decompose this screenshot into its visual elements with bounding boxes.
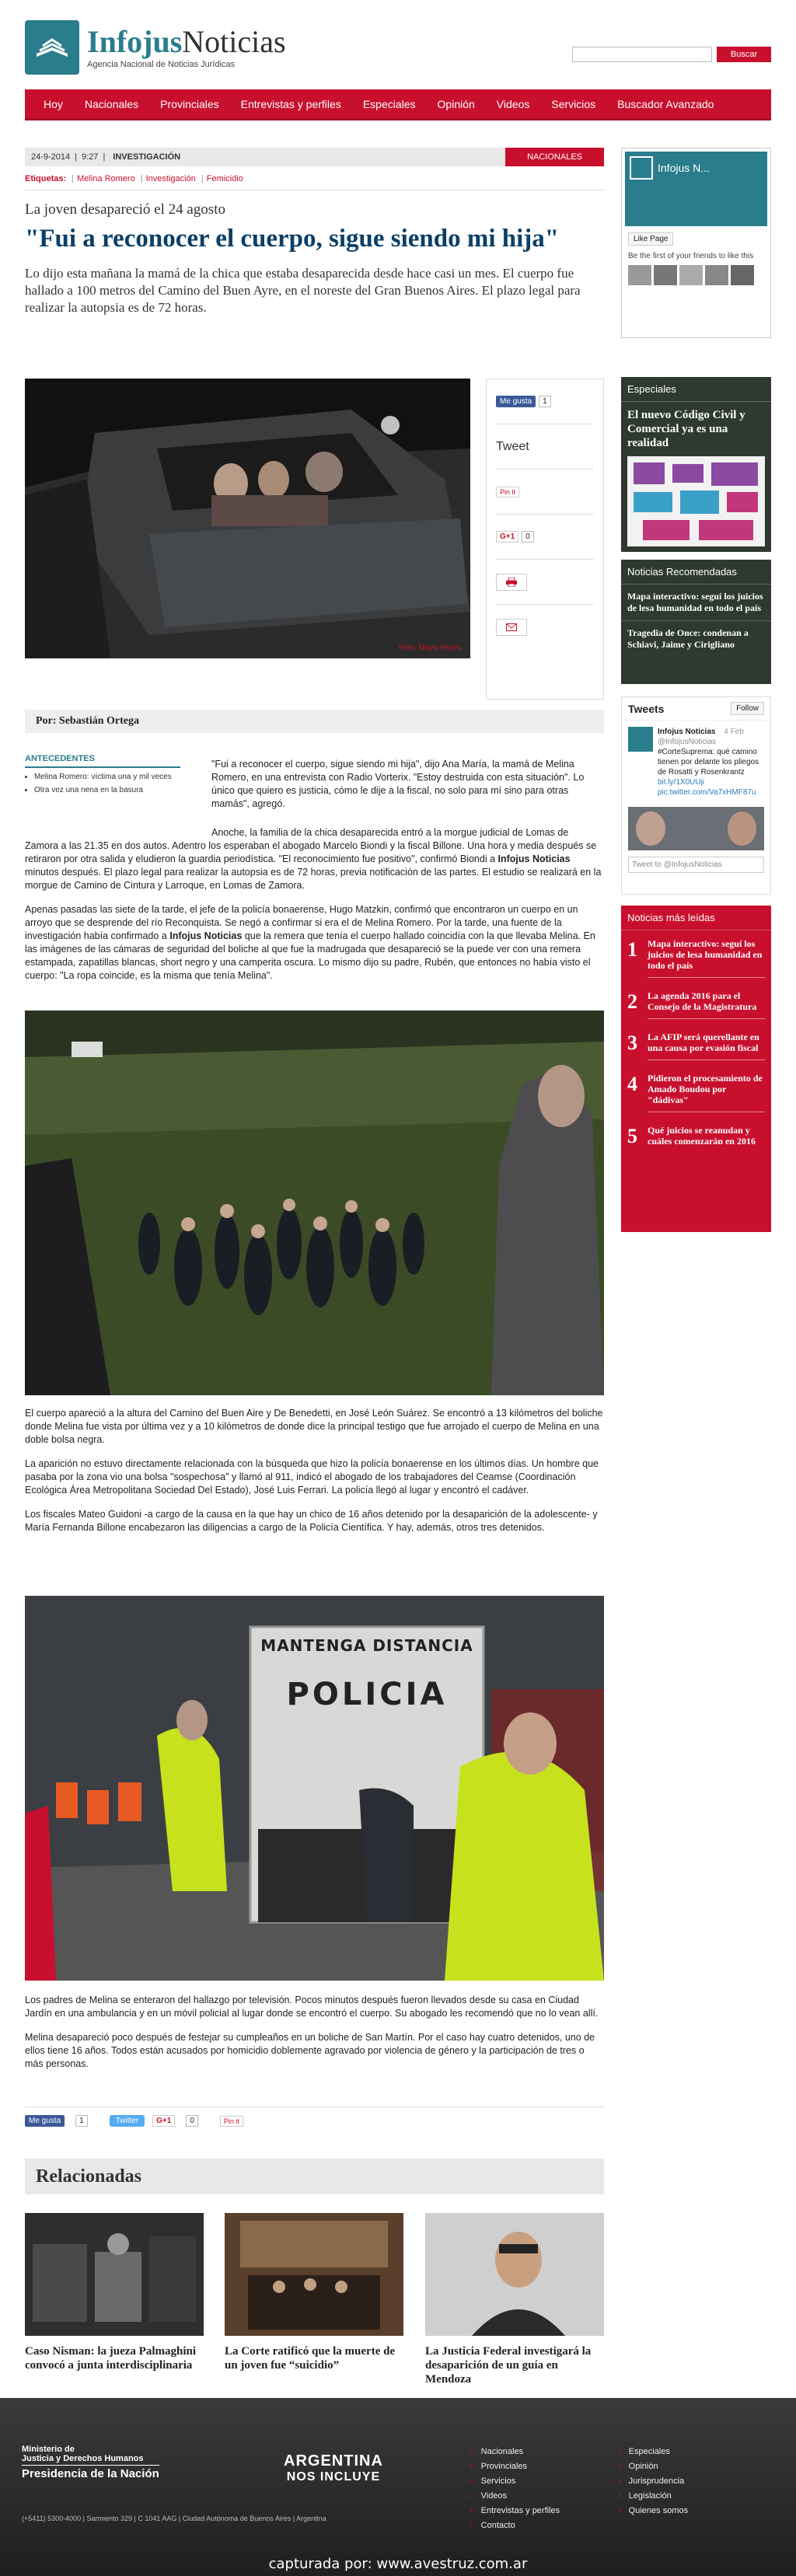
footer-link[interactable]: › Nacionales <box>470 2447 560 2456</box>
fb-like-button[interactable]: Me gusta <box>496 396 536 407</box>
paragraph: Apenas pasadas las siete de la tarde, el jefe de la policía bonaerense, Hugo Matzkin, confirmó que encontraron un cuerpo en un arroyo que se desprende del río Reconquista. Se negó a confirmar si era el de Melina Romero. Por la tarde, una fuente de la investigación había confirmado a Infojus Noticias que la remera que tenía el cuerpo hallado coincidía con la que llevaba Melina. En las imágenes de las cámaras de seguridad del boliche al que fue la madrugada que desapareció se la puede ver con una remera estampada, zapatillas blancas, short negro y una camperita oscura. Lo mismo dijo su padre, Rubén, que entonces no había visto el cuerpo: "La ropa coincide, es la misma que tenía Melina". <box>25 904 595 981</box>
gplus-count: 0 <box>522 531 534 543</box>
footer-link[interactable]: › Jurisprudencia <box>618 2477 688 2486</box>
related-item[interactable] <box>25 2213 204 2372</box>
truck-sign <box>250 1636 484 1712</box>
sidebar <box>621 148 771 1232</box>
paragraph: Anoche, la familia de la chica desaparecida entró a la morgue judicial de Lomas de Zamora a las 21.35 en dos autos. Adentro los esperaban el abogado Marcelo Biondi y la fiscal Billone. Una hora y media después se retiraron por otra salida y eludieron la guardia periodística. "El reconocimiento fue positivo", confirmó Biondi a Infojus Noticias minutos después. El plazo legal para realizar la autopsia es de 72 horas, previa notificación de las partes. El estudio se realizará en la morgue de Camino de Cintura y Larroque, en Lomas de Zamora. <box>25 827 602 891</box>
article-lead: Lo dijo esta mañana la mamá de la chica que estaba desaparecida desde hace casi un mes. El cuerpo fue hallado a 100 metros del Camino del Buen Ayre, en el noreste del Gran Buenos Aires. El plazo legal para realizar la autopsia es de 72 horas. <box>25 266 581 315</box>
tweet-date: 4 Feb <box>724 728 744 736</box>
article-body-3 <box>25 1994 604 2082</box>
footer-link[interactable]: › Quienes somos <box>618 2506 688 2515</box>
article-photo-car <box>25 379 470 658</box>
article-author: Por: Sebastián Ortega <box>25 710 604 733</box>
tag-link[interactable]: Melina Romero <box>77 174 135 183</box>
gplus-button[interactable]: G+1 <box>496 531 518 543</box>
tag-link[interactable]: Investigación <box>145 174 196 183</box>
pinterest-button[interactable]: Pin it <box>496 487 519 497</box>
paragraph: El cuerpo apareció a la altura del Camino del Buen Aire y De Benedetti, en José León Suárez. Se encontró a 13 kilómetros del boliche donde Melina fue vista por última vez y a 10 kilómetros de donde dice la principal testigo que fue arrojado el cuerpo de Melina en una doble bolsa negra. <box>25 1408 603 1445</box>
footer-address: (+5411) 5300-4000 | Sarmiento 329 | C 1041 AAG | Ciudad Autónoma de Buenos Aires | Argentina <box>22 2515 326 2522</box>
paragraph: La aparición no estuvo directamente relacionada con la búsqueda que hizo la policía bonaerense en los últimos días. Un hombre que pasaba por la zona vio una bolsa "sospechosa" y llamó al 911, indicó el abogado de los trabajadores del Ceamse (Coordinación Ecológica Área Metropolitana Sociedad Del Estado), José Luis Ferrari. La policía llegó al lugar y encontró el cadáver. <box>25 1458 599 1496</box>
nav-servicios[interactable]: Servicios <box>551 97 596 110</box>
footer-link[interactable]: › Videos <box>470 2491 560 2501</box>
photo-credit: Foto: Mayo Veyes <box>398 644 461 652</box>
footer-link[interactable]: › Servicios <box>470 2477 560 2486</box>
tweet-link[interactable]: pic.twitter.com/Va7xHMF87u <box>658 788 756 797</box>
antecedente-link[interactable]: Otra vez una nena en la basura <box>34 786 144 794</box>
fb-count-bottom: 1 <box>75 2115 88 2127</box>
argentina-logo <box>284 2452 383 2484</box>
related-thumb <box>25 2213 204 2336</box>
pinterest-button-bottom[interactable]: Pin it <box>220 2116 243 2127</box>
article-photo-search-team <box>25 1011 604 1395</box>
mas-leida-item[interactable]: 2 La agenda 2016 para el Consejo de la Magistratura <box>621 983 771 1024</box>
related-thumb <box>425 2213 604 2336</box>
article-time: 9:27 <box>82 152 99 162</box>
paragraph: Melina desapareció poco después de festejar su cumpleaños en un boliche de San Martín. Por el caso hay cuatro detenidos, uno de ellos tiene 16 años. Todos están acusados por homicidio doblemente agravado por violencia de género y la participación de tres o más personas. <box>25 2032 595 2069</box>
recomendadas-box <box>621 560 771 684</box>
related-title[interactable]: La Corte ratificó que la muerte de un joven fue “suicidio” <box>225 2345 396 2372</box>
twitter-button[interactable]: Twitter <box>110 2115 145 2127</box>
related-item[interactable] <box>425 2213 604 2386</box>
related-item[interactable] <box>225 2213 403 2372</box>
search-button[interactable]: Buscar <box>717 47 771 62</box>
article-kicker: La joven desapareció el 24 agosto <box>25 201 225 218</box>
tweet-to-input[interactable]: Tweet to @InfojusNoticias <box>628 857 764 873</box>
email-icon[interactable] <box>496 619 527 636</box>
opening-quote: "Fui a reconocer el cuerpo, sigue siendo mi hija", dijo Ana María, la mamá de Melina Romero, en una entrevista con Radio Vorterix. "Estoy destruida con esta situación". Lo único que quiero es justicia, cómo le dije a la fiscal, no solo para mí sino para otras mamás", agregó. <box>211 759 585 809</box>
nav-videos[interactable]: Videos <box>496 97 530 110</box>
footer-link[interactable]: › Provinciales <box>470 2462 560 2471</box>
search-input[interactable] <box>572 47 712 62</box>
article-meta: 24-9-2014 | 9:27 | INVESTIGACIÓN NACIONALES <box>25 148 604 166</box>
especiales-box <box>621 377 771 552</box>
presidency-label: Presidencia de la Nación <box>22 2467 159 2480</box>
antecedente-link[interactable]: Melina Romero: víctima una y mil veces <box>34 773 172 781</box>
footer-link[interactable]: › Opinión <box>618 2462 688 2471</box>
fb-like-button-bottom[interactable]: Me gusta <box>25 2115 65 2127</box>
site-logo[interactable] <box>25 20 286 75</box>
ministry-line-2: Justicia y Derechos Humanos <box>22 2454 159 2466</box>
related-title[interactable]: Caso Nisman: la jueza Palmaghini convocó a junta interdisciplinaria <box>25 2345 197 2372</box>
tags-row: Etiquetas: | Melina Romero | Investigación | Femicidio <box>25 174 604 190</box>
footer-link[interactable]: › Especiales <box>618 2447 688 2456</box>
footer-link[interactable]: › Entrevistas y perfiles <box>470 2506 560 2515</box>
fb-like-page-button[interactable]: Like Page <box>628 232 673 246</box>
tweets-heading: Tweets <box>628 702 665 715</box>
site-header <box>25 0 771 89</box>
related-thumb <box>225 2213 403 2336</box>
tweet-image <box>628 807 764 850</box>
tweet-handle: @InfojusNoticias <box>658 738 717 746</box>
fb-friend-avatars <box>625 260 767 290</box>
ministry-line-1: Ministerio de <box>22 2445 75 2454</box>
mas-leida-item[interactable]: 3 La AFIP será querellante en una causa por evasión fiscal <box>621 1024 771 1065</box>
fb-page-widget <box>621 148 771 338</box>
argentina-line-1: ARGENTINA <box>284 2452 383 2470</box>
mas-leidas-heading: Noticias más leídas <box>621 906 771 930</box>
tags-label: Etiquetas: <box>25 174 67 183</box>
related-title[interactable]: La Justicia Federal investigará la desaparición de un guía en Mendoza <box>425 2345 592 2386</box>
fb-page-name[interactable]: Infojus N... <box>658 162 710 174</box>
twitter-avatar <box>628 727 653 752</box>
truck-line-3: POLICIA <box>286 1677 448 1712</box>
gplus-count-bottom: 0 <box>186 2115 198 2127</box>
nav-especiales[interactable]: Especiales <box>362 97 416 110</box>
share-box <box>486 379 604 700</box>
logo-brand: Infojus <box>87 24 183 59</box>
argentina-line-2: NOS INCLUYE <box>286 2470 381 2484</box>
mas-leida-item[interactable]: 1 Mapa interactivo: seguí los juicios de lesa humanidad en todo el país <box>621 930 771 983</box>
ministry-logo[interactable] <box>22 2445 159 2480</box>
nav-nacionales[interactable]: Nacionales <box>84 97 139 110</box>
logo-subtitle: Agencia Nacional de Noticias Jurídicas <box>87 60 236 69</box>
main-nav <box>25 89 771 120</box>
article-category[interactable]: INVESTIGACIÓN <box>113 152 181 162</box>
recomendada-item[interactable]: Tragedia de Once: condenan a Schiavi, Jaime y Cirigliano <box>627 627 749 650</box>
tweet-button[interactable]: Tweet <box>496 439 529 453</box>
paragraph: Los padres de Melina se enteraron del hallazgo por televisión. Pocos minutos después fueron llevados desde su casa en Ciudad Jardín en una ambulancia y en un móvil policial al lugar donde se encontró el cuerpo. Su abogado les recomendó que no lo vean allí. <box>25 1995 599 2019</box>
nav-opinion[interactable]: Opinión <box>437 97 475 110</box>
fb-page-logo-icon <box>630 156 653 180</box>
mas-leida-item[interactable]: 4 Pidieron el procesamiento de Amado Boudou por "dádivas" <box>621 1065 771 1117</box>
gplus-button-bottom[interactable]: G+1 <box>152 2115 175 2127</box>
nav-entrevistas[interactable]: Entrevistas y perfiles <box>240 97 341 110</box>
antecedentes-box <box>25 754 180 794</box>
article-photo-police-truck <box>25 1596 604 1981</box>
tag-link[interactable]: Femicidio <box>206 174 243 183</box>
quote-paragraph <box>211 758 604 822</box>
capture-watermark: capturada por: www.avestruz.com.ar <box>268 2556 528 2572</box>
nav-hoy[interactable]: Hoy <box>44 97 63 110</box>
section-badge[interactable]: NACIONALES <box>505 148 604 166</box>
search-form <box>572 47 771 62</box>
article-column <box>25 148 604 316</box>
site-footer <box>0 2398 796 2576</box>
truck-line-1: MANTENGA <box>260 1636 367 1655</box>
print-icon[interactable] <box>496 574 527 591</box>
article-date: 24-9-2014 <box>31 152 71 162</box>
especiales-title[interactable]: El nuevo Código Civil y Comercial ya es una realidad <box>627 409 745 449</box>
nav-provinciales[interactable]: Provinciales <box>160 97 219 110</box>
article-body-2 <box>25 1407 604 1545</box>
nav-buscador[interactable]: Buscador Avanzado <box>617 97 714 110</box>
footer-links-col2 <box>618 2447 688 2521</box>
bottom-share-bar <box>25 2107 604 2128</box>
recomendadas-heading: Noticias Recomendadas <box>621 560 771 585</box>
twitter-widget <box>621 696 771 895</box>
related-heading: Relacionadas <box>25 2159 604 2194</box>
tweet-text: #CorteSuprema: qué camino tienen por delante los pliegos de Rosatti y Rosenkrantz <box>658 748 759 777</box>
mas-leida-item[interactable]: 5 Qué juicios se reanudan y cuáles comenzarán en 2016 <box>627 1125 756 1147</box>
mas-leidas-box <box>621 906 771 1232</box>
truck-line-2: DISTANCIA <box>372 1636 473 1655</box>
tweet-user[interactable]: Infojus Noticias <box>658 728 716 736</box>
follow-button[interactable]: Follow <box>731 702 764 715</box>
paragraph: Los fiscales Mateo Guidoni -a cargo de la causa en la que hay un chico de 16 años detenido por la desaparición de la adolescente- y María Fernanda Billone encabezaron las diligencias a cargo de la Policía Científica. Y hay, además, otros tres detenidos. <box>25 1509 598 1533</box>
fb-friends-text: Be the first of your friends to like this <box>628 252 754 260</box>
footer-link[interactable]: › Legislación <box>618 2491 688 2501</box>
fb-like-count: 1 <box>539 396 551 407</box>
antecedentes-heading: ANTECEDENTES <box>25 754 180 768</box>
especiales-image <box>627 456 765 546</box>
article-title: "Fui a reconocer el cuerpo, sigue siendo mi hija" <box>25 225 560 253</box>
logo-name: Noticias <box>182 24 286 59</box>
book-logo-icon <box>25 20 79 75</box>
footer-link[interactable]: › Contacto <box>470 2521 560 2530</box>
recomendada-item[interactable]: Mapa interactivo: seguí los juicios de lesa humanidad en todo el país <box>621 585 771 621</box>
footer-links-col1 <box>470 2447 560 2536</box>
article-body-1 <box>25 826 604 993</box>
especiales-heading: Especiales <box>621 377 771 402</box>
tweet-link[interactable]: bit.ly/1X0UUji <box>658 778 705 787</box>
